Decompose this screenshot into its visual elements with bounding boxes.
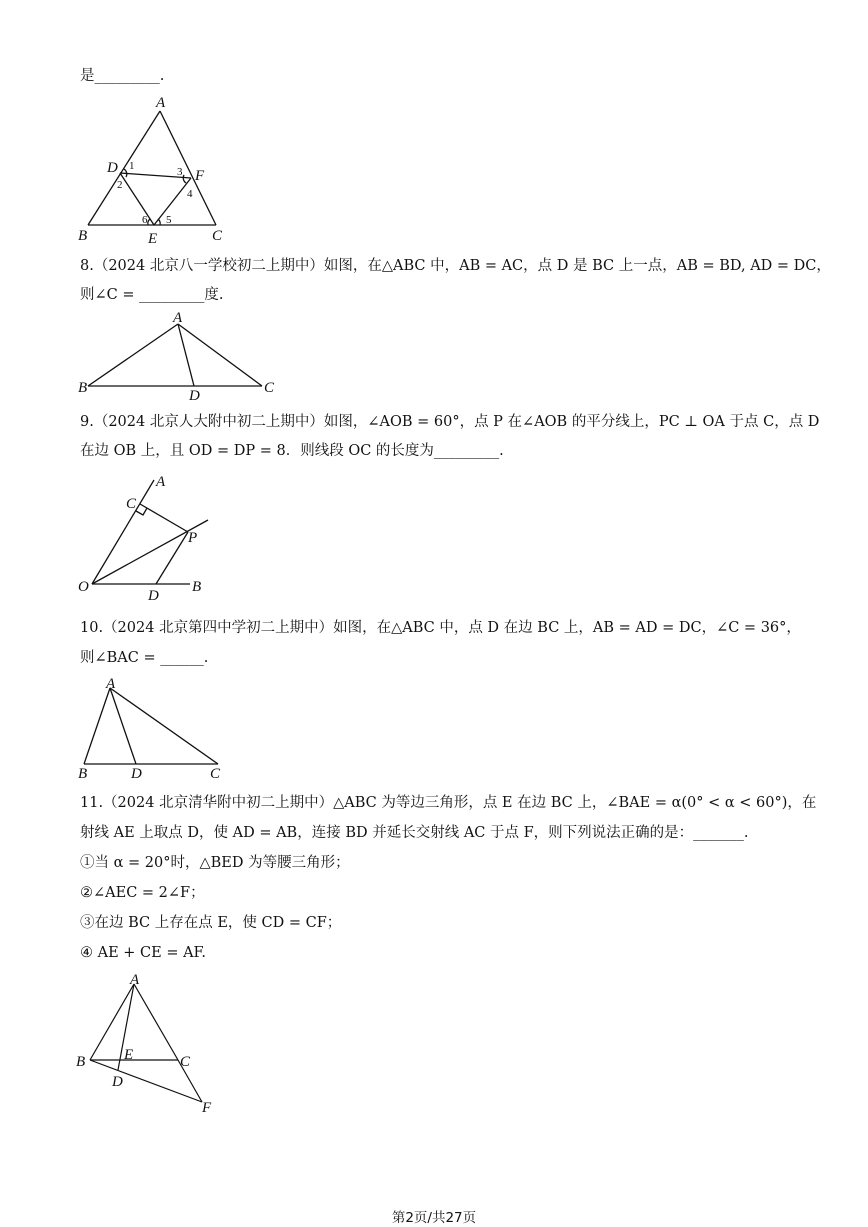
q11-option-3: ③在边 BC 上存在点 E，使 CD = CF； [80,915,342,931]
angle-label-5: 5 [166,214,172,226]
angle-arc-f [183,175,186,183]
label-c: C [126,496,137,512]
q11-option-4: ④ AE + CE = AF. [80,945,206,961]
label-c: C [210,766,221,782]
segment-ac [160,111,216,225]
label-f: F [195,168,205,184]
label-d: D [148,588,159,604]
figure-q7 [76,95,236,245]
q11-option-1: ①当 α = 20°时，△BED 为等腰三角形； [80,855,350,871]
label-d: D [107,160,118,176]
figure-q8 [76,310,286,402]
angle-arc-e-right [158,219,160,225]
top-answer-line: 是_________. [80,68,165,84]
q11-line2: 射线 AE 上取点 D，使 AD = AB，连接 BD 并延长交射线 AC 于点 F，则下列说法正确的是：_______. [80,825,749,841]
label-o: O [78,579,89,595]
segment-ab [88,111,160,225]
q10-line2: 则∠BAC = ______. [80,650,209,666]
label-d: D [131,766,142,782]
label-b: B [78,380,88,396]
q11-option-2: ②∠AEC = 2∠F； [80,885,205,901]
angle-label-4: 4 [187,188,193,200]
label-d: D [112,1074,123,1090]
label-a: A [156,474,166,490]
label-a: A [156,95,166,111]
angle-label-3: 3 [177,166,183,178]
figure-q10 [76,674,236,784]
label-a: A [106,676,116,692]
figure-q9 [76,470,236,605]
label-c: C [212,228,223,244]
angle-label-1: 1 [129,160,135,172]
q9-line2: 在边 OB 上，且 OD = DP = 8．则线段 OC 的长度为_________. [80,443,504,459]
angle-arc-e-left [148,219,150,225]
label-b: B [192,579,202,595]
label-b: B [76,1054,86,1070]
segment-ef [154,178,191,225]
q8-line2: 则∠C = _________度. [80,287,224,303]
label-d: D [189,388,200,402]
figure-q11 [74,970,224,1116]
label-a: A [173,310,183,326]
label-a: A [130,972,140,988]
label-c: C [264,380,275,396]
label-e: E [148,231,158,245]
q10-line1: 10.（2024 北京第四中学初二上期中）如图，在△ABC 中，点 D 在边 BC 上，AB = AD = DC，∠C = 36°， [80,620,801,636]
label-f: F [202,1100,212,1116]
q9-line1: 9.（2024 北京人大附中初二上期中）如图，∠AOB = 60°，点 P 在∠AOB 的平分线上，PC ⊥ OA 于点 C，点 D [80,414,820,430]
label-b: B [78,228,88,244]
label-p: P [188,530,198,546]
angle-label-2: 2 [117,179,123,191]
segment-de [120,173,154,225]
label-b: B [78,766,88,782]
angle-label-6: 6 [142,214,148,226]
q11-line1: 11.（2024 北京清华附中初二上期中）△ABC 为等边三角形，点 E 在边 BC 上，∠BAE = α(0° < α < 60°)，在 [80,795,817,811]
page-footer: 第2页/共27页 [391,1210,477,1226]
label-c: C [180,1054,191,1070]
q8-line1: 8.（2024 北京八一学校初二上期中）如图，在△ABC 中，AB = AC，点 D 是 BC 上一点，AB = BD, AD = DC， [80,258,831,274]
label-e: E [124,1047,134,1063]
